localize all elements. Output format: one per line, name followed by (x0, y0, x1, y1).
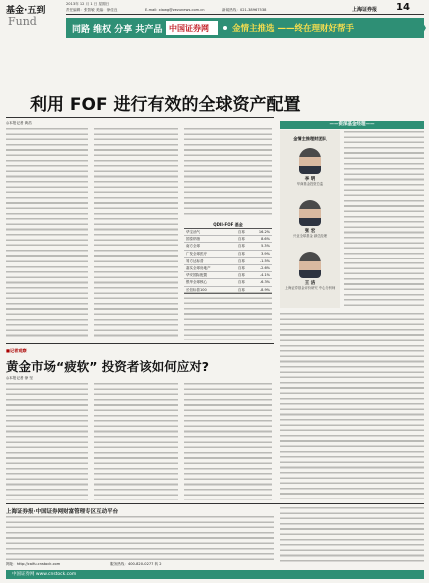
table-row (184, 265, 272, 272)
right-col-b (280, 313, 424, 499)
text-lines (6, 383, 88, 500)
footer-right-text (280, 507, 424, 565)
text-lines (6, 516, 274, 560)
text-lines (184, 128, 272, 218)
dateline: 2013年 12 月 1 日 星期日 (66, 2, 110, 6)
paper-name: 上海证券报 (352, 7, 378, 13)
profile-panel-title: 金情主推理财团队 (293, 136, 327, 141)
banner-slogan: 金情主推选 ——终在理财好帮手 (232, 24, 354, 34)
table-cell: 自募 (237, 230, 245, 234)
text-lines (344, 262, 424, 308)
section-label-en: Fund (8, 15, 37, 28)
table-cell: -8.9% (259, 287, 270, 292)
profile-name: 李 明 (304, 177, 316, 182)
header-rule (66, 14, 424, 15)
table-cell: 银华全球核心 (186, 280, 207, 285)
text-lines (184, 383, 272, 500)
table-cell: 自募 (237, 237, 245, 242)
masthead (0, 0, 429, 55)
second-col-2 (94, 383, 178, 500)
right-column-header (280, 121, 424, 129)
fund-table (184, 222, 272, 292)
table-cell: 华安国际配置 (186, 273, 207, 278)
footer-text (6, 516, 274, 560)
footer-bar (6, 570, 424, 579)
table-cell: -4.1% (259, 273, 270, 278)
main-article-byline: ◎本报记者 黄浩 (6, 121, 32, 125)
table-cell: 3.9% (261, 251, 270, 256)
second-article-kicker: ■记者观察 (6, 348, 27, 353)
table-cell: 易方达标普 (186, 258, 204, 263)
table-row (184, 229, 272, 236)
footer-link[interactable]: 网址：http://caifu.cnstock.com (6, 562, 61, 566)
text-lines (184, 292, 272, 340)
profile-card (280, 200, 340, 250)
table-cell: 自募 (237, 251, 245, 256)
table-row (184, 279, 272, 286)
footer-title: 上海证券报·中国证券网财富管理专区互动平台 (6, 509, 119, 515)
section-rule (6, 343, 274, 344)
table-cell: 自募 (237, 280, 245, 285)
page-number: 14 (396, 2, 410, 13)
right-col-a (344, 131, 424, 259)
avatar (299, 252, 321, 278)
table-cell: 广发全球医疗 (186, 251, 207, 256)
main-article-title: 利用 FOF 进行有效的全球资产配置 (30, 95, 301, 115)
footer-bar-text: 中国证券网 www.cnstock.com (12, 572, 77, 577)
text-lines (94, 128, 178, 340)
table-cell: 8.6% (261, 237, 270, 242)
table-cell: 自募 (237, 273, 245, 278)
table-cell: 长信标普100 (186, 287, 207, 292)
table-cell: -2.6% (259, 266, 270, 271)
table-cell: 自募 (237, 287, 245, 292)
table-cell: 国泰纳指 (186, 237, 200, 242)
second-article-title: 黄金市场“疲软” 投资者该如何应对? (6, 359, 210, 374)
right-column-header-text: ——资深基金经理—— (329, 122, 375, 127)
title-rule (6, 117, 274, 118)
table-cell: 自募 (237, 244, 245, 249)
table-row (184, 251, 272, 258)
table-cell: 南方全球 (186, 244, 200, 249)
table-row (184, 236, 272, 243)
table-cell: 华宝油气 (186, 230, 200, 234)
text-lines (94, 383, 178, 500)
article-col-3-bottom (184, 292, 272, 340)
editors-line: 责任编辑：张智敏 美编：徐佳良 (66, 8, 118, 12)
footer-contact: 服务热线：400-820-0277 转 2 (110, 562, 162, 566)
table-cell: 嘉实全球房地产 (186, 266, 211, 271)
profile-card (280, 252, 340, 302)
profile-card (280, 148, 340, 198)
profile-caption: 上海证券基金评价研究 中心分析师 (284, 286, 336, 290)
second-col-3 (184, 383, 272, 500)
table-row (184, 272, 272, 279)
profile-caption: 兴业全球基金 副总经理 (292, 234, 328, 238)
table-body (184, 228, 272, 294)
article-col-2 (94, 128, 178, 340)
banner-brand: 中国证券网 (169, 24, 209, 33)
table-cell: 自募 (237, 266, 245, 271)
profile-name: 王 洁 (304, 281, 316, 286)
banner-left-text: 同路 维权 分享 共产品 (72, 25, 163, 35)
avatar (299, 200, 321, 226)
text-lines (6, 128, 88, 340)
text-lines (280, 313, 424, 499)
banner-arrow-icon (420, 18, 426, 38)
right-col-c (344, 262, 424, 308)
text-lines (344, 131, 424, 259)
table-row (184, 243, 272, 250)
table-cell: -6.3% (259, 280, 270, 285)
footer-rule (6, 503, 424, 504)
article-col-3 (184, 128, 272, 218)
email-line: E-mail: xiawg@zezunews.com.cn (145, 8, 205, 12)
avatar (299, 148, 321, 174)
banner-brand-box (166, 21, 218, 35)
text-lines (280, 507, 424, 565)
second-col-1 (6, 383, 88, 500)
second-article-byline: ◎本报记者 徐 坚 (6, 376, 33, 380)
table-cell: 自募 (237, 258, 245, 263)
section-label: 基金·五到 (6, 6, 46, 16)
table-cell: -1.5% (259, 258, 270, 263)
profile-name: 张 宏 (304, 229, 316, 234)
article-col-1 (6, 128, 88, 340)
profile-caption: 华商基金投资总监 (296, 182, 324, 186)
table-row (184, 258, 272, 265)
table-title: QDII-FOF 基金 (213, 222, 243, 227)
table-cell: 5.3% (261, 244, 270, 249)
table-cell: 16.2% (258, 230, 270, 234)
hotline-line: 新闻热线：021-38967538 (222, 8, 267, 12)
banner-dot-icon (223, 26, 227, 30)
banner (66, 18, 424, 38)
